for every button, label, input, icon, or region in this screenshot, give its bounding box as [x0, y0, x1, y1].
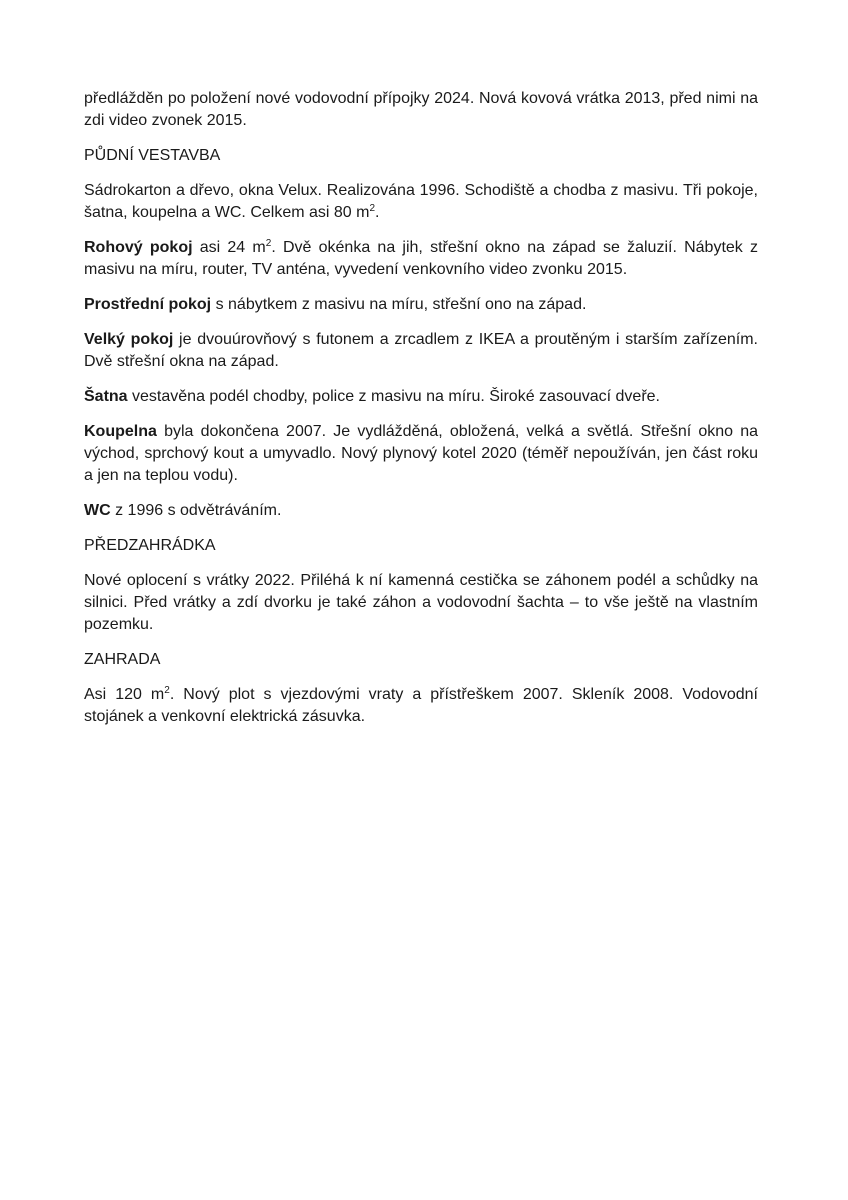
- koupelna-paragraph: [84, 421, 758, 487]
- koupelna-label: Koupelna: [84, 423, 157, 440]
- heading-predzahradka: PŘEDZAHRÁDKA: [84, 537, 216, 554]
- zahrada-text-end: . Nový plot s vjezdovými vraty a přístřeškem 2007. Skleník 2008. Vodovodní stojánek a venkovní elektrická zásuvka.: [84, 686, 759, 725]
- velky-pokoj-text: je dvouúrovňový s futonem a zrcadlem z IKEA a proutěným i starším zařízením. Dvě střešní okna na západ.: [84, 331, 758, 370]
- rohovy-pokoj-text-end: . Dvě okénka na jih, střešní okno na západ se žaluzií. Nábytek z masivu na míru, router, TV anténa, vyvedení venkovního video zvonku 2015.: [84, 239, 759, 278]
- zahrada-paragraph: [84, 684, 758, 728]
- wc-label: WC: [84, 502, 111, 519]
- wc-text: z 1996 s odvětráváním.: [110, 502, 282, 519]
- satna-paragraph: [84, 386, 758, 408]
- superscript: 2: [369, 203, 376, 214]
- pudni-vestavba-text-end: .: [375, 204, 380, 221]
- heading-zahrada: ZAHRADA: [84, 651, 161, 668]
- pudni-vestavba-paragraph: [84, 180, 758, 224]
- predzahradka-text: Nové oplocení s vrátky 2022. Přiléhá k ní kamenná cestička se záhonem podél a schůdky na silnici. Před vrátky a zdí dvorku je také záhon a vodovodní šachta – to vše ještě na vlastním pozemku.: [84, 572, 758, 633]
- intro-text: předlážděn po položení nové vodovodní přípojky 2024. Nová kovová vrátka 2013, před nimi na zdi video zvonek 2015.: [84, 90, 758, 129]
- heading-pudni-vestavba: PŮDNÍ VESTAVBA: [84, 147, 221, 164]
- prostredni-pokoj-label: Prostřední pokoj: [84, 296, 212, 313]
- satna-text: vestavěna podél chodby, police z masivu na míru. Široké zasouvací dveře.: [127, 388, 660, 405]
- rohovy-pokoj-label: Rohový pokoj: [84, 239, 193, 256]
- prostredni-pokoj-text: s nábytkem z masivu na míru, střešní ono na západ.: [211, 296, 587, 313]
- intro-paragraph: [84, 88, 758, 132]
- document-page: [84, 88, 758, 741]
- koupelna-text: byla dokončena 2007. Je vydlážděná, obložená, velká a světlá. Střešní okno na východ, sprchový kout a umyvadlo. Nový plynový kotel 2020 (téměř nepoužíván, jen část roku a jen na teplou vodu).: [84, 423, 758, 484]
- velky-pokoj-paragraph: [84, 329, 758, 373]
- pudni-vestavba-text: Sádrokarton a dřevo, okna Velux. Realizována 1996. Schodiště a chodba z masivu. Tři pokoje, šatna, koupelna a WC. Celkem asi 80 m: [84, 182, 758, 221]
- rohovy-pokoj-text: asi 24 m: [192, 239, 266, 256]
- zahrada-text: Asi 120 m: [84, 686, 165, 703]
- superscript: 2: [265, 238, 272, 249]
- superscript: 2: [164, 685, 170, 696]
- rohovy-pokoj-paragraph: [84, 237, 758, 281]
- satna-label: Šatna: [84, 388, 128, 405]
- predzahradka-paragraph: [84, 570, 758, 636]
- prostredni-pokoj-paragraph: [84, 294, 758, 316]
- velky-pokoj-label: Velký pokoj: [84, 331, 174, 348]
- wc-paragraph: [84, 500, 758, 522]
